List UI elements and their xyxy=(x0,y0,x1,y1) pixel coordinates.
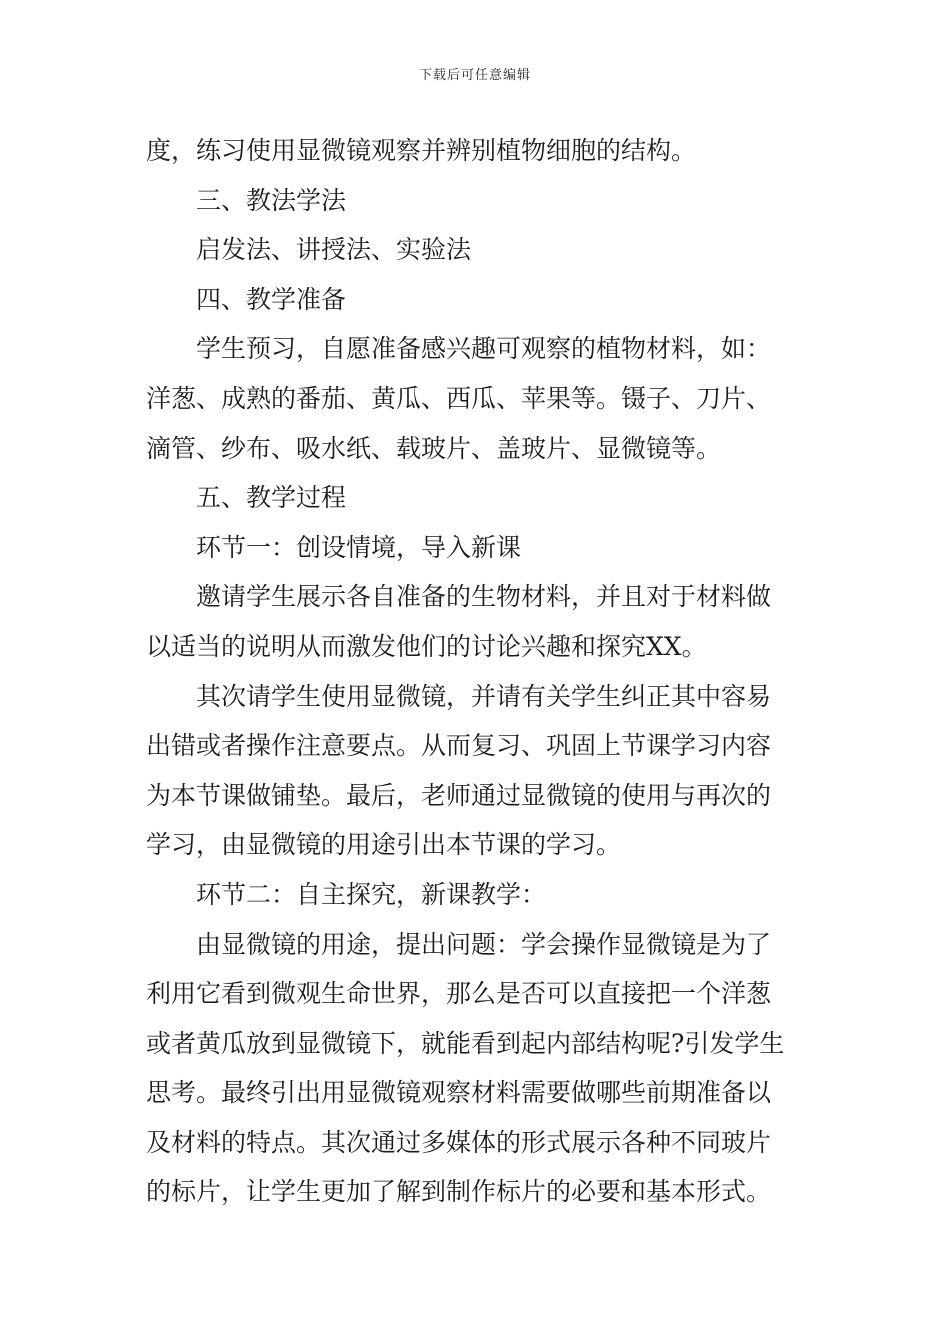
text-line: 出错或者操作注意要点。从而复习、巩固上节课学习内容 xyxy=(146,731,772,761)
text-line: 五、教学过程 xyxy=(196,483,347,513)
text-line: 度，练习使用显微镜观察并辨别植物细胞的结构。 xyxy=(146,136,697,165)
text-line: 其次请学生使用显微镜，并请有关学生纠正其中容易 xyxy=(196,681,772,711)
text-line: 及材料的特点。其次通过多媒体的形式展示各种不同玻片 xyxy=(146,1127,772,1157)
text-line: 利用它看到微观生命世界，那么是否可以直接把一个洋葱 xyxy=(146,979,772,1009)
text-line: 滴管、纱布、吸水纸、载玻片、盖玻片、显微镜等。 xyxy=(146,433,722,463)
document-body xyxy=(146,126,810,1217)
text-line: 或者黄瓜放到显微镜下，就能看到起内部结构呢?引发学生 xyxy=(146,1028,785,1058)
text-line: 邀请学生展示各自准备的生物材料，并且对于材料做 xyxy=(196,582,772,612)
page-header: 下载后可任意编辑 xyxy=(418,68,531,83)
text-line: 学习，由显微镜的用途引出本节课的学习。 xyxy=(146,830,622,860)
text-line: 启发法、讲授法、实验法 xyxy=(196,235,472,265)
text-line: 的标片，让学生更加了解到制作标片的必要和基本形式。 xyxy=(146,1177,772,1207)
text-line: 环节一：创设情境，导入新课 xyxy=(196,532,522,562)
text-line: 学生预习，自愿准备感兴趣可观察的植物材料，如： xyxy=(196,334,772,364)
text-line: 由显微镜的用途，提出问题：学会操作显微镜是为了 xyxy=(196,929,772,959)
text-line: 三、教法学法 xyxy=(196,185,347,215)
text-line: 洋葱、成熟的番茄、黄瓜、西瓜、苹果等。镊子、刀片、 xyxy=(146,383,772,413)
text-line: 为本节课做铺垫。最后，老师通过显微镜的使用与再次的 xyxy=(146,780,772,810)
text-line: 环节二：自主探究，新课教学： xyxy=(196,879,547,909)
text-line: 思考。最终引出用显微镜观察材料需要做哪些前期准备以 xyxy=(146,1078,772,1108)
text-line: 以适当的说明从而激发他们的讨论兴趣和探究XX。 xyxy=(146,631,707,661)
text-line: 四、教学准备 xyxy=(196,284,347,314)
